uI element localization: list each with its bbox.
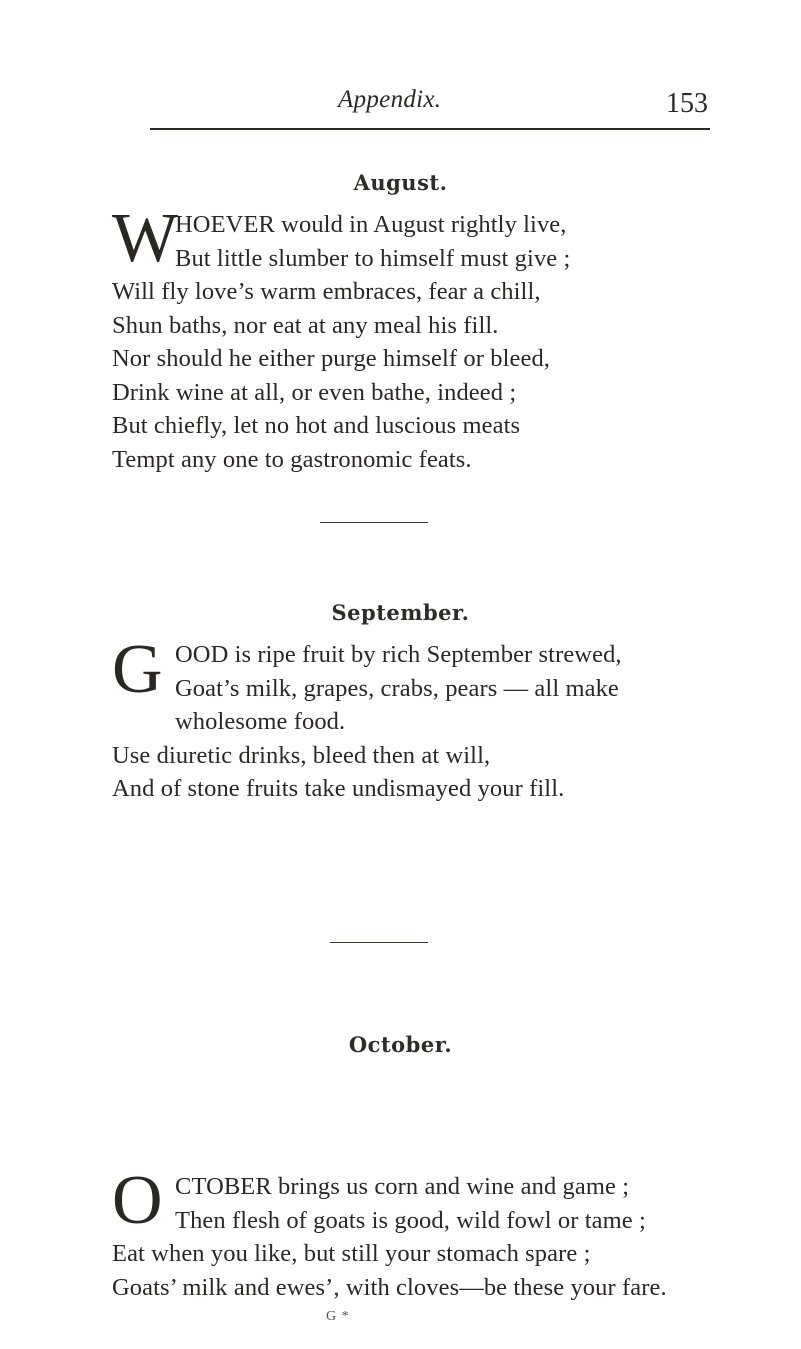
verse-line: Shun baths, nor eat at any meal his fill. — [112, 312, 499, 339]
printer-signature: G * — [326, 1309, 350, 1324]
verse-line: But little slumber to himself must give ; — [175, 245, 571, 272]
verse-line: Goats’ milk and ewes’, with cloves—be these your fare. — [112, 1274, 667, 1301]
verse-line: Tempt any one to gastronomic feats. — [112, 446, 472, 473]
verse-line: wholesome food. — [175, 708, 346, 735]
verse-line: CTOBER brings us corn and wine and game ; — [175, 1173, 630, 1200]
section-divider — [330, 942, 428, 943]
verse-line: Will fly love’s warm embraces, fear a chill, — [112, 278, 541, 305]
verse-line: Eat when you like, but still your stomach spare ; — [112, 1240, 591, 1267]
drop-cap: W — [112, 200, 179, 277]
section-divider — [320, 522, 428, 523]
verse-line: But chiefly, let no hot and luscious meats — [112, 412, 521, 439]
drop-cap: G — [112, 631, 163, 708]
verse-line: Goat’s milk, grapes, crabs, pears — all make — [175, 675, 619, 702]
running-header — [150, 86, 710, 132]
verse-line: Nor should he either purge himself or bleed, — [112, 345, 551, 372]
verse-line: Use diuretic drinks, bleed then at will, — [112, 742, 491, 769]
stanza-october — [112, 1162, 772, 1302]
verse-line: HOEVER would in August rightly live, — [175, 211, 567, 238]
header-title: Appendix. — [338, 86, 442, 113]
verse-line: And of stone fruits take undismayed your fill. — [112, 775, 565, 802]
verse-line: OOD is ripe fruit by rich September strewed, — [175, 641, 622, 668]
section-title-august: August. — [353, 170, 448, 195]
drop-cap: O — [112, 1162, 163, 1239]
verse-line: Then flesh of goats is good, wild fowl or tame ; — [175, 1207, 646, 1234]
stanza-september — [112, 631, 772, 820]
header-rule — [150, 128, 710, 130]
section-title-october: October. — [348, 1032, 453, 1057]
stanza-august — [112, 200, 772, 500]
verse-line: Drink wine at all, or even bathe, indeed ; — [112, 379, 517, 406]
page-number: 153 — [666, 88, 708, 119]
section-title-september: September. — [331, 600, 470, 625]
